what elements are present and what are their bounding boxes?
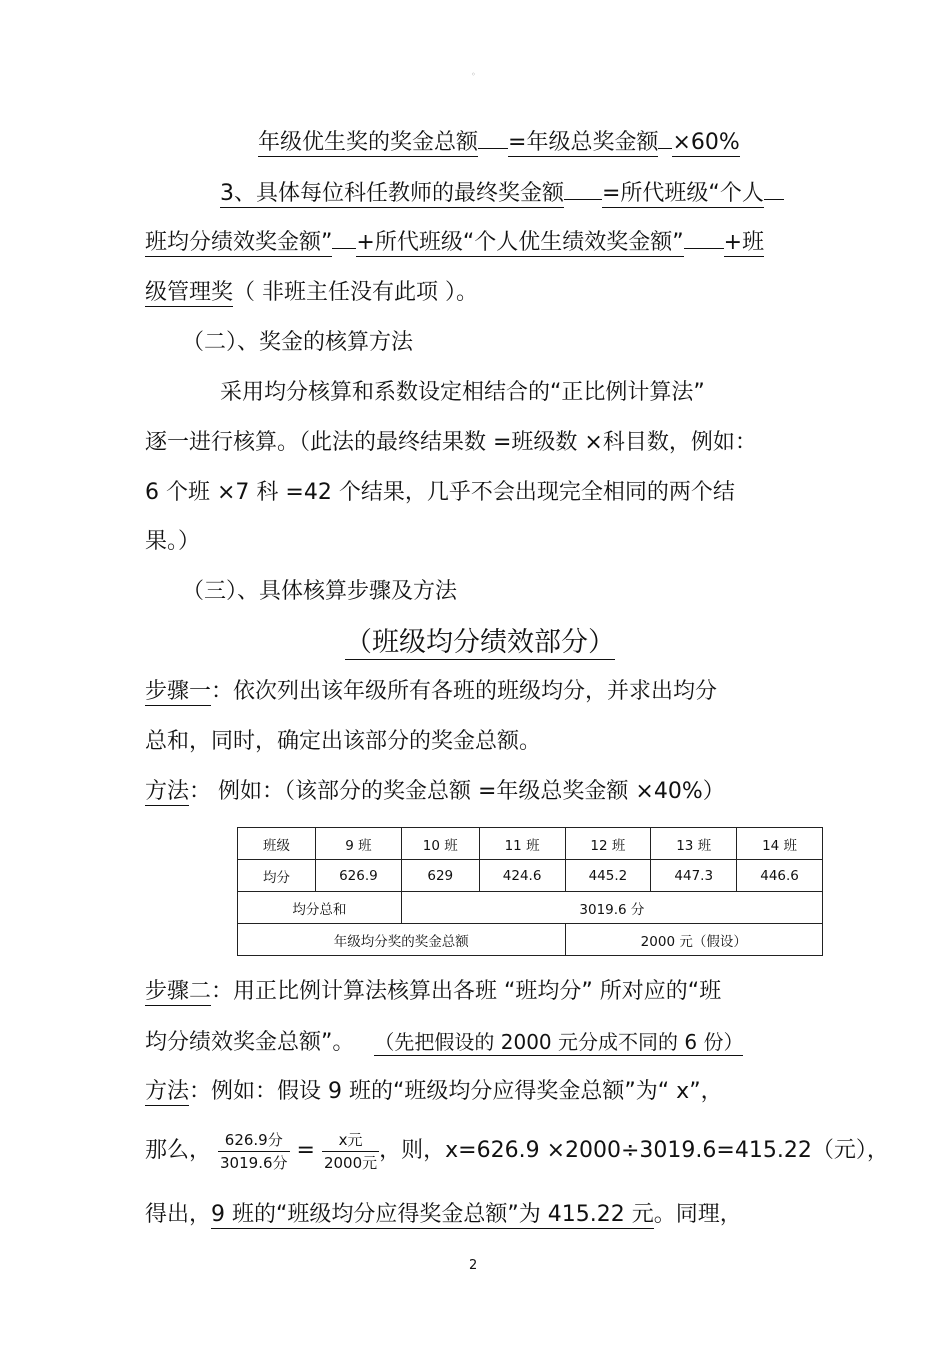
line-1-part2: =年级总奖金额 bbox=[508, 130, 659, 155]
table-cell: 626.9 bbox=[316, 860, 402, 892]
step-1-text: ：依次列出该年级所有各班的班级均分，并求出均分 bbox=[211, 679, 718, 704]
table-cell: 10 班 bbox=[401, 828, 479, 860]
line-1-part1: 年级优生奖的奖金总额 bbox=[258, 130, 479, 155]
fraction-left-numerator: 626.9分 bbox=[218, 1129, 290, 1152]
formula-line bbox=[145, 1128, 889, 1174]
fraction-right-denominator: 2000元 bbox=[323, 1153, 378, 1172]
line-3 bbox=[145, 230, 764, 256]
step-2-continued bbox=[145, 1029, 743, 1056]
line-2-part2: =所代班级“个人 bbox=[602, 181, 764, 206]
paragraph-line-2: 逐一进行核算。（此法的最终结果数 =班级数 ×科目数，例如： bbox=[145, 430, 757, 455]
step-1-continued: 总和，同时，确定出该部分的奖金总额。 bbox=[145, 729, 542, 754]
table-cell: 3019.6 分 bbox=[401, 892, 822, 924]
table-cell: 2000 元（假设） bbox=[565, 924, 823, 956]
table-row bbox=[238, 892, 823, 924]
table-cell: 629 bbox=[401, 860, 479, 892]
method-1-text: ： 例如：（该部分的奖金总额 =年级总奖金额 ×40%） bbox=[189, 779, 725, 804]
fraction-left-denominator: 3019.6分 bbox=[220, 1153, 288, 1172]
table-cell: 447.3 bbox=[651, 860, 737, 892]
result-line bbox=[145, 1202, 742, 1228]
step-2-note: （先把假设的 2000 元分成不同的 6 份） bbox=[374, 1030, 744, 1054]
table-row bbox=[238, 860, 823, 892]
table-cell: 445.2 bbox=[565, 860, 651, 892]
fraction-right bbox=[322, 1129, 379, 1174]
step-1-label: 步骤一 bbox=[145, 679, 212, 704]
method-2-label: 方法 bbox=[145, 1079, 190, 1104]
line-4 bbox=[145, 280, 478, 306]
step-2-label: 步骤二 bbox=[145, 979, 212, 1004]
line-4-part1: 级管理奖 bbox=[145, 280, 234, 305]
table-cell: 9 班 bbox=[316, 828, 402, 860]
result-underlined: 9 班的“班级均分应得奖金总额”为 415.22 元 bbox=[211, 1202, 654, 1227]
table-cell: 12 班 bbox=[565, 828, 651, 860]
section-2-heading: （二）、奖金的核算方法 bbox=[182, 330, 414, 355]
table-cell: 424.6 bbox=[479, 860, 565, 892]
method-1-label: 方法 bbox=[145, 779, 190, 804]
step-1 bbox=[145, 679, 717, 705]
line-4-part2: （ 非班主任没有此项 ）。 bbox=[233, 280, 479, 305]
step-2-text: ：用正比例计算法核算出各班 “班均分” 所对应的“班 bbox=[211, 979, 722, 1004]
method-1 bbox=[145, 779, 725, 805]
line-3-part3: +班 bbox=[723, 230, 765, 255]
result-prefix: 得出， bbox=[145, 1202, 212, 1227]
subheading: （班级均分绩效部分） bbox=[345, 627, 615, 658]
line-3-part1: 班均分绩效奖金额” bbox=[145, 230, 333, 255]
line-2 bbox=[220, 181, 784, 207]
fraction-left bbox=[218, 1129, 290, 1174]
result-suffix: 。同理， bbox=[653, 1202, 742, 1227]
page-number: 2 bbox=[469, 1258, 478, 1273]
line-2-part1: 3、具体每位科任教师的最终奖金额 bbox=[220, 181, 564, 206]
paragraph-line-3: 6 个班 ×7 科 =42 个结果，几乎不会出现完全相同的两个结 bbox=[145, 480, 735, 505]
table-row bbox=[238, 924, 823, 956]
table-cell-header: 年级均分奖的奖金总额 bbox=[238, 924, 566, 956]
class-average-table bbox=[237, 827, 823, 956]
line-1-part3: ×60% bbox=[672, 130, 740, 155]
table-cell-header: 均分 bbox=[238, 860, 316, 892]
formula-equals: = bbox=[296, 1138, 315, 1163]
paragraph-line-4: 果。） bbox=[145, 529, 201, 554]
fraction-right-numerator: x元 bbox=[322, 1129, 379, 1152]
paragraph-line-1: 采用均分核算和系数设定相结合的“正比例计算法” bbox=[220, 380, 705, 405]
table-cell: 14 班 bbox=[737, 828, 823, 860]
formula-prefix: 那么， bbox=[145, 1138, 212, 1163]
step-2 bbox=[145, 979, 721, 1005]
line-1 bbox=[258, 130, 740, 156]
table-cell-header: 班级 bbox=[238, 828, 316, 860]
table-row bbox=[238, 828, 823, 860]
table-cell-header: 均分总和 bbox=[238, 892, 402, 924]
method-2 bbox=[145, 1079, 723, 1105]
table-cell: 446.6 bbox=[737, 860, 823, 892]
table-cell: 11 班 bbox=[479, 828, 565, 860]
formula-suffix: ，则，x=626.9 ×2000÷3019.6=415.22（元）， bbox=[379, 1138, 889, 1163]
line-3-part2: +所代班级“个人优生绩效奖金额” bbox=[356, 230, 684, 255]
section-3-heading: （三）、具体核算步骤及方法 bbox=[182, 579, 458, 604]
method-2-text: ：例如：假设 9 班的“班级均分应得奖金总额”为“ x”， bbox=[189, 1079, 723, 1104]
header-mark: ◦ bbox=[471, 70, 476, 79]
step-2-continued-text: 均分绩效奖金总额”。 bbox=[145, 1030, 355, 1055]
table-cell: 13 班 bbox=[651, 828, 737, 860]
